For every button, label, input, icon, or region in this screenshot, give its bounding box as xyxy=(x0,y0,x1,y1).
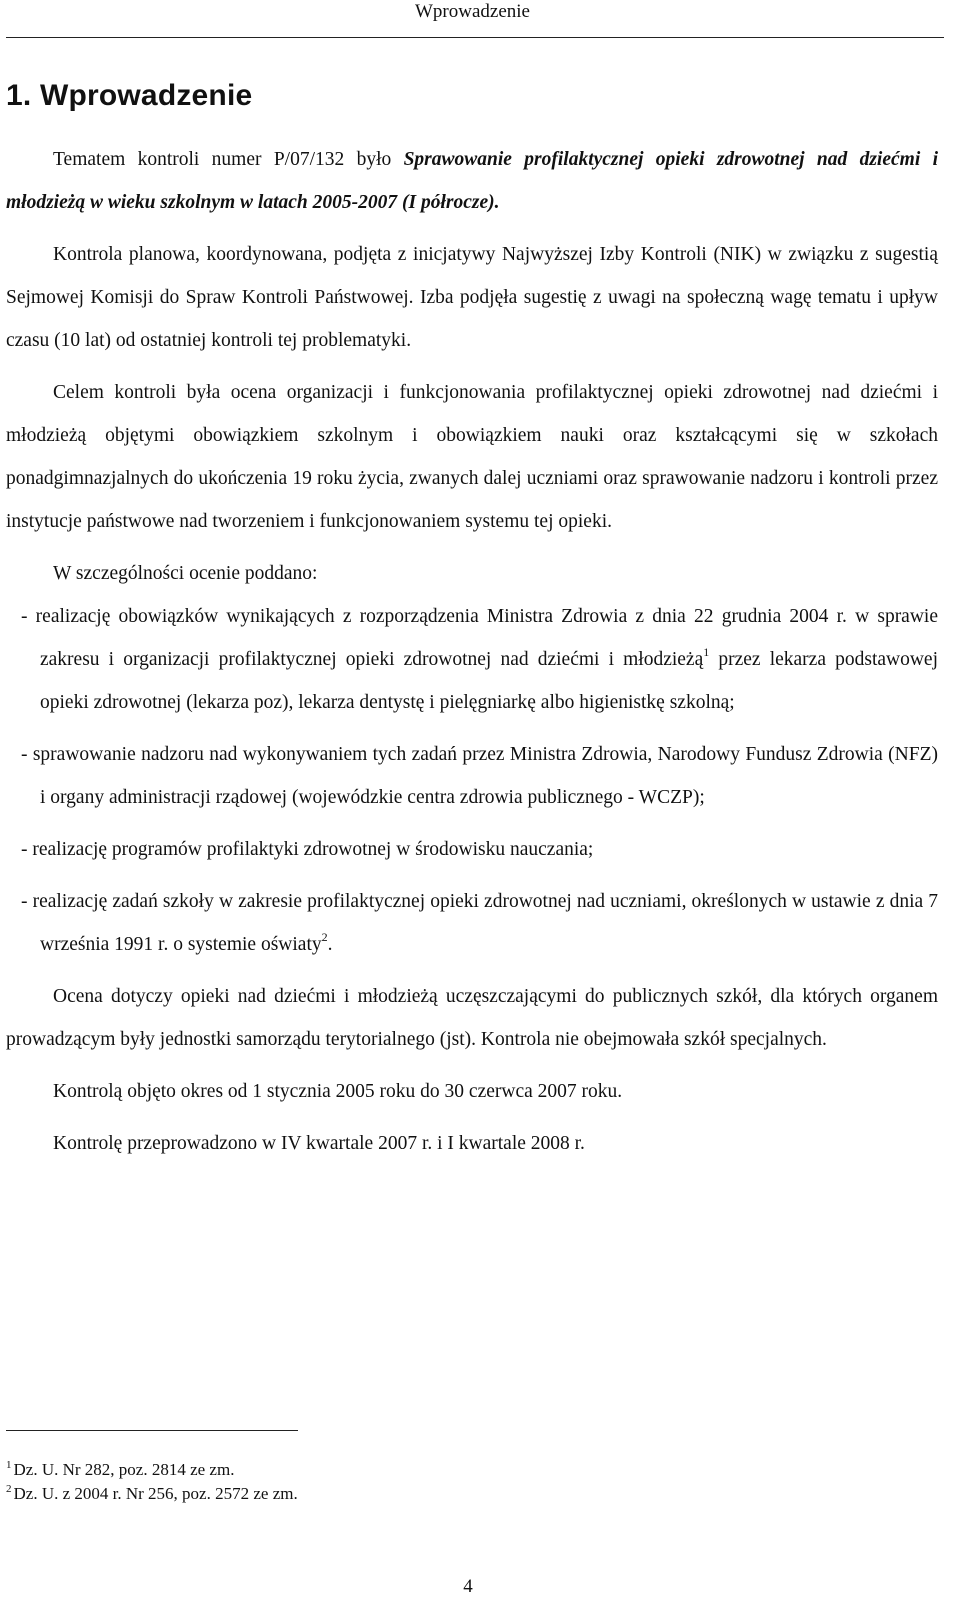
topic-lead: Tematem kontroli numer P/07/132 było xyxy=(53,149,404,170)
footnote-mark: 2 xyxy=(6,1483,12,1495)
paragraph-period: Kontrolą objęto okres od 1 stycznia 2005 roku do 30 czerwca 2007 roku. xyxy=(53,1081,623,1102)
footnote-text: Dz. U. Nr 282, poz. 2814 ze zm. xyxy=(13,1460,235,1479)
footnotes xyxy=(6,1458,298,1506)
list-item-text: - realizację zadań szkoły w zakresie profilaktycznej opieki zdrowotnej nad uczniami, określonych w ustawie z dnia 7 września 1991 r. o systemie oświaty xyxy=(21,891,938,955)
list-item: - realizację programów profilaktyki zdrowotnej w środowisku nauczania; xyxy=(21,839,594,860)
footnote xyxy=(6,1458,298,1482)
footnote-mark: 1 xyxy=(6,1459,12,1471)
section-heading: 1. Wprowadzenie xyxy=(6,79,253,112)
paragraph-goal: Celem kontroli była ocena organizacji i funkcjonowania profilaktycznej opieki zdrowotnej nad dziećmi i młodzieżą objętymi obowiązkiem szkolnym i obowiązkiem nauki oraz kształcącymi się w szkołach ponadgimnazjalnych do ukończenia 19 roku życia, zwanych dalej uczniami oraz sprawowanie nadzoru i kontroli przez instytucje państwowe nad tworzeniem i funkcjonowaniem systemu tej opieki. xyxy=(6,382,938,532)
list-item-text: - realizację obowiązków wynikających z rozporządzenia Ministra Zdrowia z dnia 22 grudnia 2004 r. w sprawie zakresu i organizacji profilaktycznej opieki zdrowotnej nad dziećmi i młodzieżą xyxy=(21,606,938,670)
page-number: 4 xyxy=(463,1576,473,1597)
list-item xyxy=(6,880,938,966)
list-item xyxy=(6,595,938,724)
footnote xyxy=(6,1482,298,1506)
document-body xyxy=(6,138,938,1165)
topic-end: . xyxy=(494,192,500,213)
header-rule xyxy=(6,37,944,38)
footnote-rule xyxy=(6,1430,298,1431)
footnote-ref[interactable]: 1 xyxy=(703,645,710,659)
topic-title: Sprawowanie profilaktycznej opieki zdrowotnej nad dziećmi i młodzieżą w wieku szkolnym w latach 2005-2007 (I półrocze) xyxy=(6,149,938,213)
list-item-text-cont: przez lekarza podstawowej opieki zdrowotnej (lekarza poz), lekarza dentystę i pielęgniarkę albo higienistkę szkolną; xyxy=(40,649,939,713)
paragraph-coverage: Ocena dotyczy opieki nad dziećmi i młodzieżą uczęszczającymi do publicznych szkół, dla których organem prowadzącym były jednostki samorządu terytorialnego (jst). Kontrola nie obejmowała szkół specjalnych. xyxy=(6,986,938,1050)
running-header: Wprowadzenie xyxy=(415,1,530,22)
paragraph-topic xyxy=(6,138,938,224)
scope-list xyxy=(6,595,938,966)
footnote-text: Dz. U. z 2004 r. Nr 256, poz. 2572 ze zm. xyxy=(13,1484,298,1503)
paragraph-timing: Kontrolę przeprowadzono w IV kwartale 2007 r. i I kwartale 2008 r. xyxy=(53,1133,585,1154)
list-item: - sprawowanie nadzoru nad wykonywaniem tych zadań przez Ministra Zdrowia, Narodowy Fundusz Zdrowia (NFZ) i organy administracji rządowej (wojewódzkie centra zdrowia publicznego - WCZP); xyxy=(21,744,938,808)
paragraph-initiative: Kontrola planowa, koordynowana, podjęta z inicjatywy Najwyższej Izby Kontroli (NIK) w związku z sugestią Sejmowej Komisji do Spraw Kontroli Państwowej. Izba podjęła sugestię z uwagi na społeczną wagę tematu i upływ czasu (10 lat) od ostatniej kontroli tej problematyki. xyxy=(6,244,938,351)
list-item-text-cont: . xyxy=(327,934,333,955)
paragraph-scope-intro: W szczególności ocenie poddano: xyxy=(53,563,318,584)
footnote-ref[interactable]: 2 xyxy=(321,930,328,944)
